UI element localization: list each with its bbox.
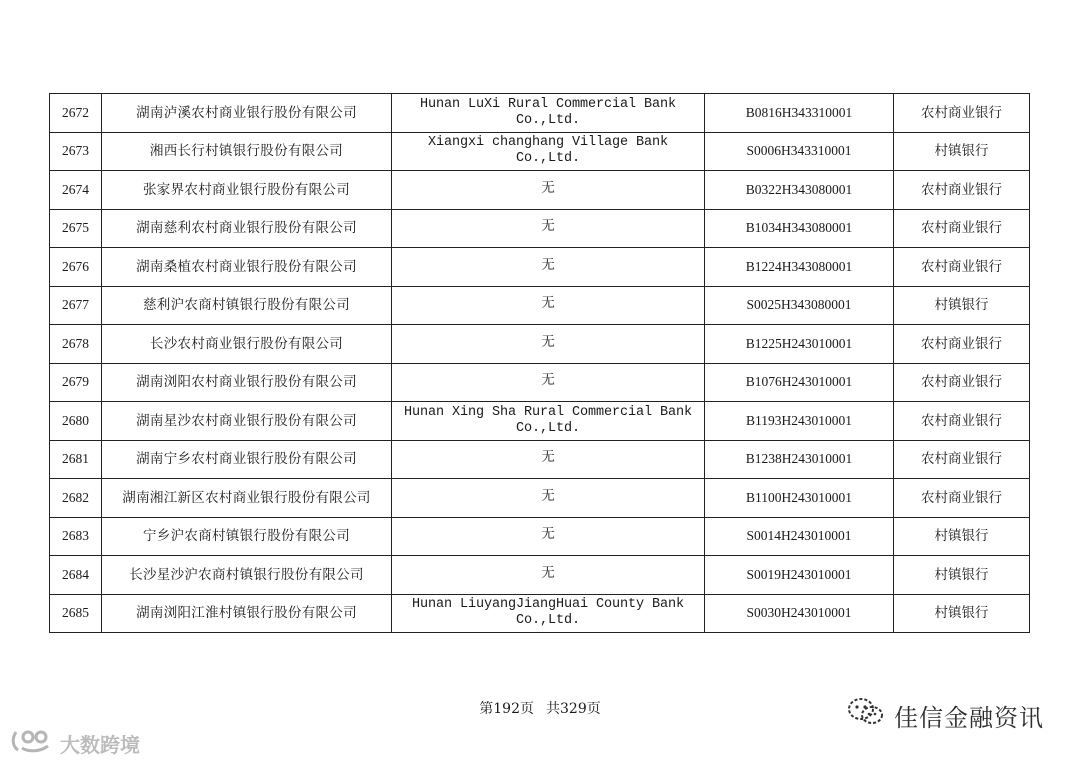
- institution-code-cell: S0019H243010001: [705, 556, 894, 595]
- bank-name-cell: 张家界农村商业银行股份有限公司: [102, 171, 392, 210]
- row-number-cell: 2678: [50, 325, 102, 364]
- row-number-cell: 2677: [50, 286, 102, 325]
- bank-type-cell: 村镇银行: [894, 132, 1030, 171]
- page-total: 共329页: [546, 701, 601, 717]
- watermark-right: [846, 698, 1044, 732]
- table-row: [50, 94, 1030, 133]
- table-row: [50, 132, 1030, 171]
- institution-code-cell: B1076H243010001: [705, 363, 894, 402]
- table-row: [50, 594, 1030, 633]
- english-name-cell: 无: [392, 440, 705, 479]
- bank-type-cell: 农村商业银行: [894, 440, 1030, 479]
- table-row: [50, 556, 1030, 595]
- institution-code-cell: B0322H343080001: [705, 171, 894, 210]
- institution-code-cell: B1100H243010001: [705, 479, 894, 518]
- bank-name-cell: 湖南慈利农村商业银行股份有限公司: [102, 209, 392, 248]
- bank-type-cell: 村镇银行: [894, 556, 1030, 595]
- english-name-cell: 无: [392, 479, 705, 518]
- bank-name-cell: 长沙星沙沪农商村镇银行股份有限公司: [102, 556, 392, 595]
- bank-type-cell: 农村商业银行: [894, 94, 1030, 133]
- bank-name-cell: 湖南湘江新区农村商业银行股份有限公司: [102, 479, 392, 518]
- institution-code-cell: S0014H243010001: [705, 517, 894, 556]
- watermark-right-text: 佳信金融资讯: [894, 703, 1044, 732]
- institution-code-cell: B1225H243010001: [705, 325, 894, 364]
- institution-code-cell: B1238H243010001: [705, 440, 894, 479]
- row-number-cell: 2682: [50, 479, 102, 518]
- english-name-cell: 无: [392, 209, 705, 248]
- institution-code-cell: B1224H343080001: [705, 248, 894, 287]
- table-row: [50, 363, 1030, 402]
- bank-type-cell: 农村商业银行: [894, 325, 1030, 364]
- table-row: [50, 402, 1030, 441]
- row-number-cell: 2672: [50, 94, 102, 133]
- row-number-cell: 2673: [50, 132, 102, 171]
- english-name-cell: Hunan LiuyangJiangHuai County Bank Co.,Ltd.: [392, 594, 705, 633]
- bank-type-cell: 村镇银行: [894, 517, 1030, 556]
- table-row: [50, 517, 1030, 556]
- bank-type-cell: 农村商业银行: [894, 171, 1030, 210]
- row-number-cell: 2684: [50, 556, 102, 595]
- english-name-cell: 无: [392, 556, 705, 595]
- bank-name-cell: 湖南宁乡农村商业银行股份有限公司: [102, 440, 392, 479]
- row-number-cell: 2685: [50, 594, 102, 633]
- table-body: [50, 94, 1030, 633]
- bank-name-cell: 湖南浏阳农村商业银行股份有限公司: [102, 363, 392, 402]
- english-name-cell: Hunan Xing Sha Rural Commercial Bank Co.,Ltd.: [392, 402, 705, 441]
- row-number-cell: 2683: [50, 517, 102, 556]
- table-row: [50, 440, 1030, 479]
- row-number-cell: 2674: [50, 171, 102, 210]
- bank-name-cell: 慈利沪农商村镇银行股份有限公司: [102, 286, 392, 325]
- institution-code-cell: B1034H343080001: [705, 209, 894, 248]
- table-row: [50, 171, 1030, 210]
- bank-type-cell: 村镇银行: [894, 594, 1030, 633]
- row-number-cell: 2679: [50, 363, 102, 402]
- bank-type-cell: 农村商业银行: [894, 363, 1030, 402]
- bank-type-cell: 农村商业银行: [894, 402, 1030, 441]
- bank-name-cell: 湖南泸溪农村商业银行股份有限公司: [102, 94, 392, 133]
- bank-name-cell: 湖南星沙农村商业银行股份有限公司: [102, 402, 392, 441]
- bank-type-cell: 村镇银行: [894, 286, 1030, 325]
- bank-list-table: [49, 93, 1030, 633]
- institution-code-cell: B1193H243010001: [705, 402, 894, 441]
- wechat-icon: [846, 696, 886, 734]
- page-current: 第192页: [479, 701, 534, 717]
- institution-code-cell: S0006H343310001: [705, 132, 894, 171]
- bank-type-cell: 农村商业银行: [894, 209, 1030, 248]
- english-name-cell: 无: [392, 363, 705, 402]
- english-name-cell: 无: [392, 517, 705, 556]
- english-name-cell: 无: [392, 286, 705, 325]
- table-row: [50, 248, 1030, 287]
- institution-code-cell: B0816H343310001: [705, 94, 894, 133]
- brand-logo-icon: [10, 728, 56, 759]
- row-number-cell: 2681: [50, 440, 102, 479]
- table-row: [50, 286, 1030, 325]
- bank-type-cell: 农村商业银行: [894, 479, 1030, 518]
- bank-name-cell: 湘西长行村镇银行股份有限公司: [102, 132, 392, 171]
- institution-code-cell: S0030H243010001: [705, 594, 894, 633]
- bank-type-cell: 农村商业银行: [894, 248, 1030, 287]
- row-number-cell: 2675: [50, 209, 102, 248]
- row-number-cell: 2676: [50, 248, 102, 287]
- watermark-left: [10, 728, 140, 758]
- bank-name-cell: 宁乡沪农商村镇银行股份有限公司: [102, 517, 392, 556]
- table-row: [50, 325, 1030, 364]
- row-number-cell: 2680: [50, 402, 102, 441]
- institution-code-cell: S0025H343080001: [705, 286, 894, 325]
- table-row: [50, 209, 1030, 248]
- bank-name-cell: 湖南浏阳江淮村镇银行股份有限公司: [102, 594, 392, 633]
- bank-name-cell: 长沙农村商业银行股份有限公司: [102, 325, 392, 364]
- table-row: [50, 479, 1030, 518]
- bank-name-cell: 湖南桑植农村商业银行股份有限公司: [102, 248, 392, 287]
- english-name-cell: Hunan LuXi Rural Commercial Bank Co.,Ltd.: [392, 94, 705, 133]
- english-name-cell: 无: [392, 325, 705, 364]
- english-name-cell: 无: [392, 171, 705, 210]
- english-name-cell: Xiangxi changhang Village Bank Co.,Ltd.: [392, 132, 705, 171]
- english-name-cell: 无: [392, 248, 705, 287]
- watermark-left-text: 大数跨境: [60, 732, 140, 757]
